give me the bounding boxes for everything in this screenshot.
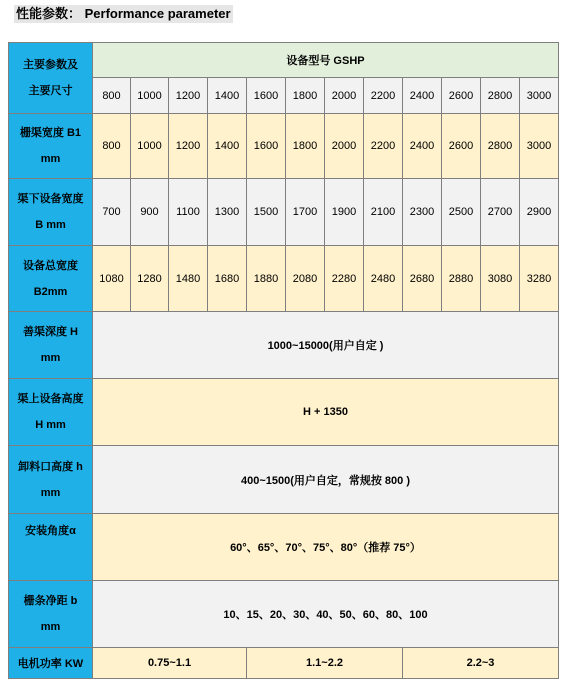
size-cell: 2000 bbox=[325, 78, 364, 114]
hmm-header: 渠上设备高度 H mm bbox=[9, 379, 93, 446]
b2-cell: 1480 bbox=[169, 246, 208, 312]
size-cell: 2800 bbox=[481, 78, 520, 114]
h-header: 善渠深度 H mm bbox=[9, 312, 93, 379]
b-cell: 2100 bbox=[364, 179, 403, 246]
b2-cell: 2880 bbox=[442, 246, 481, 312]
model-label: 设备型号 GSHP bbox=[93, 43, 559, 78]
b-cell: 2300 bbox=[403, 179, 442, 246]
b1-cell: 2600 bbox=[442, 114, 481, 179]
hmm-value: H + 1350 bbox=[93, 379, 559, 446]
b1-cell: 1200 bbox=[169, 114, 208, 179]
size-cell: 3000 bbox=[520, 78, 559, 114]
b2-cell: 2480 bbox=[364, 246, 403, 312]
power-header: 电机功率 KW bbox=[9, 648, 93, 679]
b1-cell: 3000 bbox=[520, 114, 559, 179]
h-value: 1000~15000(用户自定 ) bbox=[93, 312, 559, 379]
b2-cell: 1680 bbox=[208, 246, 247, 312]
main-param-header: 主要参数及 主要尺寸 bbox=[9, 43, 93, 114]
b1-cell: 2000 bbox=[325, 114, 364, 179]
b-cell: 1900 bbox=[325, 179, 364, 246]
b-cell: 2900 bbox=[520, 179, 559, 246]
size-cell: 2600 bbox=[442, 78, 481, 114]
b-cell: 1100 bbox=[169, 179, 208, 246]
b2-cell: 2080 bbox=[286, 246, 325, 312]
spacing-header: 栅条净距 b mm bbox=[9, 581, 93, 648]
discharge-height-value: 400~1500(用户自定，常规按 800 ) bbox=[93, 446, 559, 514]
b1-cell: 1400 bbox=[208, 114, 247, 179]
size-cell: 1200 bbox=[169, 78, 208, 114]
size-cell: 2400 bbox=[403, 78, 442, 114]
b1-cell: 1600 bbox=[247, 114, 286, 179]
b1-cell: 2400 bbox=[403, 114, 442, 179]
size-cell: 2200 bbox=[364, 78, 403, 114]
angle-value: 60°、65°、70°、75°、80°（推荐 75°） bbox=[93, 514, 559, 581]
b1-cell: 800 bbox=[93, 114, 131, 179]
size-cell: 1000 bbox=[131, 78, 169, 114]
b-cell: 1300 bbox=[208, 179, 247, 246]
size-cell: 1800 bbox=[286, 78, 325, 114]
spacing-value: 10、15、20、30、40、50、60、80、100 bbox=[93, 581, 559, 648]
b2-cell: 3080 bbox=[481, 246, 520, 312]
b-cell: 1500 bbox=[247, 179, 286, 246]
b2-cell: 1080 bbox=[93, 246, 131, 312]
b-header: 渠下设备宽度 B mm bbox=[9, 179, 93, 246]
b2-header: 设备总宽度 B2mm bbox=[9, 246, 93, 312]
b-cell: 2700 bbox=[481, 179, 520, 246]
b2-cell: 3280 bbox=[520, 246, 559, 312]
b-cell: 900 bbox=[131, 179, 169, 246]
b2-cell: 1280 bbox=[131, 246, 169, 312]
page-title: 性能参数： Performance parameter bbox=[16, 6, 231, 21]
b1-cell: 1800 bbox=[286, 114, 325, 179]
b-cell: 700 bbox=[93, 179, 131, 246]
power-value-3: 2.2~3 bbox=[403, 648, 559, 679]
size-cell: 1400 bbox=[208, 78, 247, 114]
size-cell: 800 bbox=[93, 78, 131, 114]
performance-table bbox=[8, 42, 559, 679]
discharge-height-header: 卸料口高度 h mm bbox=[9, 446, 93, 514]
size-cell: 1600 bbox=[247, 78, 286, 114]
b1-header: 栅渠宽度 B1 mm bbox=[9, 114, 93, 179]
b2-cell: 1880 bbox=[247, 246, 286, 312]
b2-cell: 2680 bbox=[403, 246, 442, 312]
power-value-1: 0.75~1.1 bbox=[93, 648, 247, 679]
b2-cell: 2280 bbox=[325, 246, 364, 312]
b1-cell: 2200 bbox=[364, 114, 403, 179]
power-value-2: 1.1~2.2 bbox=[247, 648, 403, 679]
b-cell: 2500 bbox=[442, 179, 481, 246]
angle-header: 安装角度α bbox=[9, 514, 93, 581]
b1-cell: 1000 bbox=[131, 114, 169, 179]
b-cell: 1700 bbox=[286, 179, 325, 246]
b1-cell: 2800 bbox=[481, 114, 520, 179]
